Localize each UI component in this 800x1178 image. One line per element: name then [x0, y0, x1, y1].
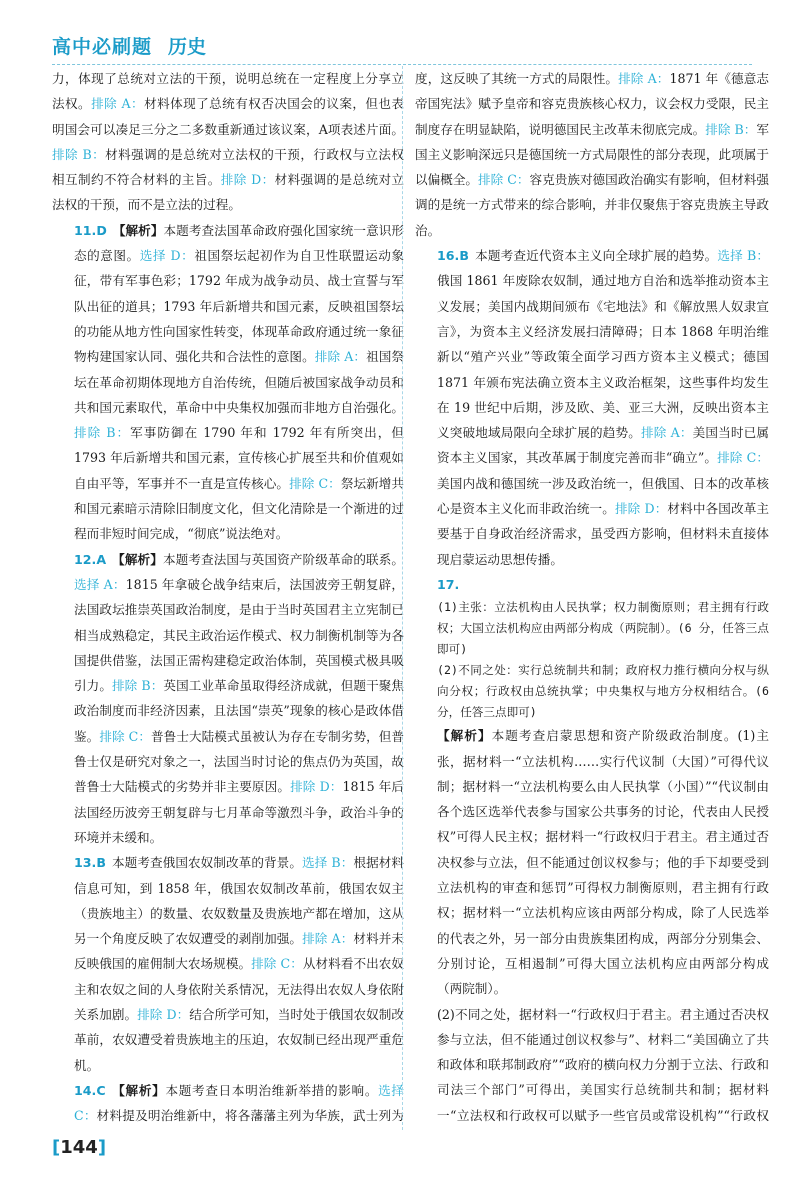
handwritten-answer-1: (1)主张：立法机构由人民执掌；权力制衡原则；君主拥有行政权；大国立法机构应由两部分构成（两院制）。(6 分，任答三点即可)	[437, 600, 769, 657]
answer-item-13: 13.B 本题考查俄国农奴制改革的背景。选择 B：根据材料信息可知，到 1858 年，俄国农奴制改革前，俄国农奴主（贵族地主）的数量、农奴数量及贵族地产都在增加，这从另一个角度反映了农奴遭受的剥削加强。排除 A：材料并未反映俄国的雇佣制大农场规模。排除 C：从材料看不出农奴主和农奴之间的人身依附关系情况，无法得出农奴人身依附关系加剧。排除 D：结合所学可知，当时处于俄国农奴制改革前，农奴遭受着贵族地主的压迫，农奴制已经出现严重危机。	[74, 855, 405, 1073]
handwritten-answer-2: (2)不同之处：实行总统制共和制；政府权力推行横向分权与纵向分权；行政权由总统执掌；中央集权与地方分权相结合。(6 分，任答三点即可)	[437, 663, 769, 720]
right-column	[402, 66, 769, 1130]
answer-item-12: 12.A 【解析】本题考查法国与英国资产阶级革命的联系。选择 A：1815 年拿破仑战争结束后，法国波旁王朝复辟，法国政坛推崇英国政治制度，是由于当时英国君主立宪制已相当成熟稳定，其民主政治运作模式、权力制衡机制等为各国提供借鉴，法国正需构建稳定政治体制，英国模式极具吸引力。排除 B：英国工业革命虽取得经济成就，但题干聚焦政治制度而非经济因素，且法国“崇英”现象的核心是政体借鉴。排除 C：普鲁士大陆模式虽被认为存在专制劣势，但普鲁士仅是研究对象之一，法国当时讨论的焦点仍为英国，故普鲁士大陆模式的劣势并非主要原因。排除 D：1815 年后法国经历波旁王朝复辟与七月革命等激烈斗争，政治斗争的环境并未缓和。	[74, 551, 405, 845]
left-column	[52, 66, 410, 1130]
answer-item-17: 17. (1)主张：立法机构由人民执掌；权力制衡原则；君主拥有行政权；大国立法机构应由两部分构成（两院制）。(6 分，任答三点即可) (2)不同之处：实行总统制共和制；政府权力推行横向分权与纵向分权；行政权由总统执掌；中央集权与地方分权相结合。(6 分，任答三点即可) 【解析】本题考查启蒙思想和资产阶级政治制度。(1)主张，据材料一“立法机构……实行代议制（大国）”可得代议制；据材料一“立法机构要么由人民执掌（小国）”“代议制由各个选区选举代表参与国家公共事务的讨论，代表由人民授权”可得人民主权；据材料一“行政权归于君主。君主通过否决权参与立法，但不能通过创议权参与；他的手下却要受到立法机构的审查和惩罚”可得权力制衡原则，君主拥有行政权；据材料一“立法机构应该由两部分构成，除了人民选举的代表之外，另一部分由贵族集团构成，两部分分别集会、分别讨论，互相遏制”可得大国立法机构应由两部分构成（两院制）。 (2)不同之处，据材料一“行政权归于君主。君主通过否决权参与立法，但不能通过创议权参与”、材料二“美国确立了共和政体和联邦制政府”“政府的横向权力分割于立法、行政和司法三个部门”可得出，美国实行总统制共和制；据材料一“立法权和行政权可以赋予一些官员或常设机构”“行政权	[437, 576, 769, 1123]
answer-item-11: 11.D 【解析】本题考查法国革命政府强化国家统一意识形态的意图。选择 D：祖国祭坛起初作为自卫性联盟运动象征，带有军事色彩；1792 年成为战争动员、战士宣誓与军队出征的道具；1793 年后新增共和国元素，反映祖国祭坛的功能从地方性向国家性转变，体现革命政府通过统一象征物构建国家认同、强化共和合法性的意图。排除 A：祖国祭坛在革命初期体现地方自治传统，但随后被国家战争动员和共和国元素取代，革命中中央集权加强而非地方自治强化。排除 B：军事防御在 1790 年和 1792 年有所突出，但 1793 年后新增共和国元素，宣传核心扩展至共和价值观如自由平等，军事并不一直是宣传核心。排除 C：祭坛新增共和国元素暗示清除旧制度文化，但文化清除是一个渐进的过程而非短时间完成，“彻底”说法绝对。	[74, 222, 405, 542]
q10-continuation: 力，体现了总统对立法的干预，说明总统在一定程度上分享立法权。排除 A：材料体现了总统有权否决国会的议案，但也表明国会可以凑足三分之二多数重新通过该议案，A项表述片面。排除 B：材料强调的是总统对立法权的干预，行政权与立法权相互制约不符合材料的主旨。排除 D：材料强调的是总统对立法权的干预，而不是立法的过程。	[52, 71, 405, 213]
q15-continuation: 度，这反映了其统一方式的局限性。排除 A：1871 年《德意志帝国宪法》赋予皇帝和容克贵族核心权力，议会权力受限，民主制度存在明显缺陷，说明德国民主改革未彻底完成。排除 B：军国主义影响深远只是德国统一方式局限性的部分表现，此项属于以偏概全。排除 C：容克贵族对德国政治确实有影响，但材料强调的是统一方式带来的综合影响，并非仅聚焦于容克贵族主导政治。	[415, 71, 769, 238]
book-title: 高中必刷题	[52, 36, 153, 58]
page-header	[52, 30, 752, 65]
answer-item-14: 14.C 【解析】本题考查日本明治维新举措的影响。选择 C：材料提及明治维新中，将各藩藩主列为华族，武士列为	[74, 1082, 405, 1124]
page-number: [144]	[52, 1137, 107, 1158]
subject-title: 历史	[168, 36, 207, 58]
answer-item-16: 16.B 本题考查近代资本主义向全球扩展的趋势。选择 B：俄国 1861 年废除农奴制，通过地方自治和选举推动资本主义发展；美国内战期间颁布《宅地法》和《解放黑人奴隶宣言》，为资本主义经济发展扫清障碍；日本 1868 年明治维新以“殖产兴业”等政策全面学习西方资本主义模式；德国 1871 年颁布宪法确立资本主义政治框架，这些事件均发生在 19 世纪中后期，涉及欧、美、亚三大洲，反映出资本主义突破地域局限向全球扩展的趋势。排除 A：美国当时已属资本主义国家，其改革属于制度完善而非“确立”。排除 C：美国内战和德国统一涉及政治统一，但俄国、日本的改革核心是资本主义化而非政治统一。排除 D：材料中各国改革主要基于自身政治经济需求，虽受西方影响，但材料未直接体现启蒙运动思想传播。	[437, 248, 769, 567]
